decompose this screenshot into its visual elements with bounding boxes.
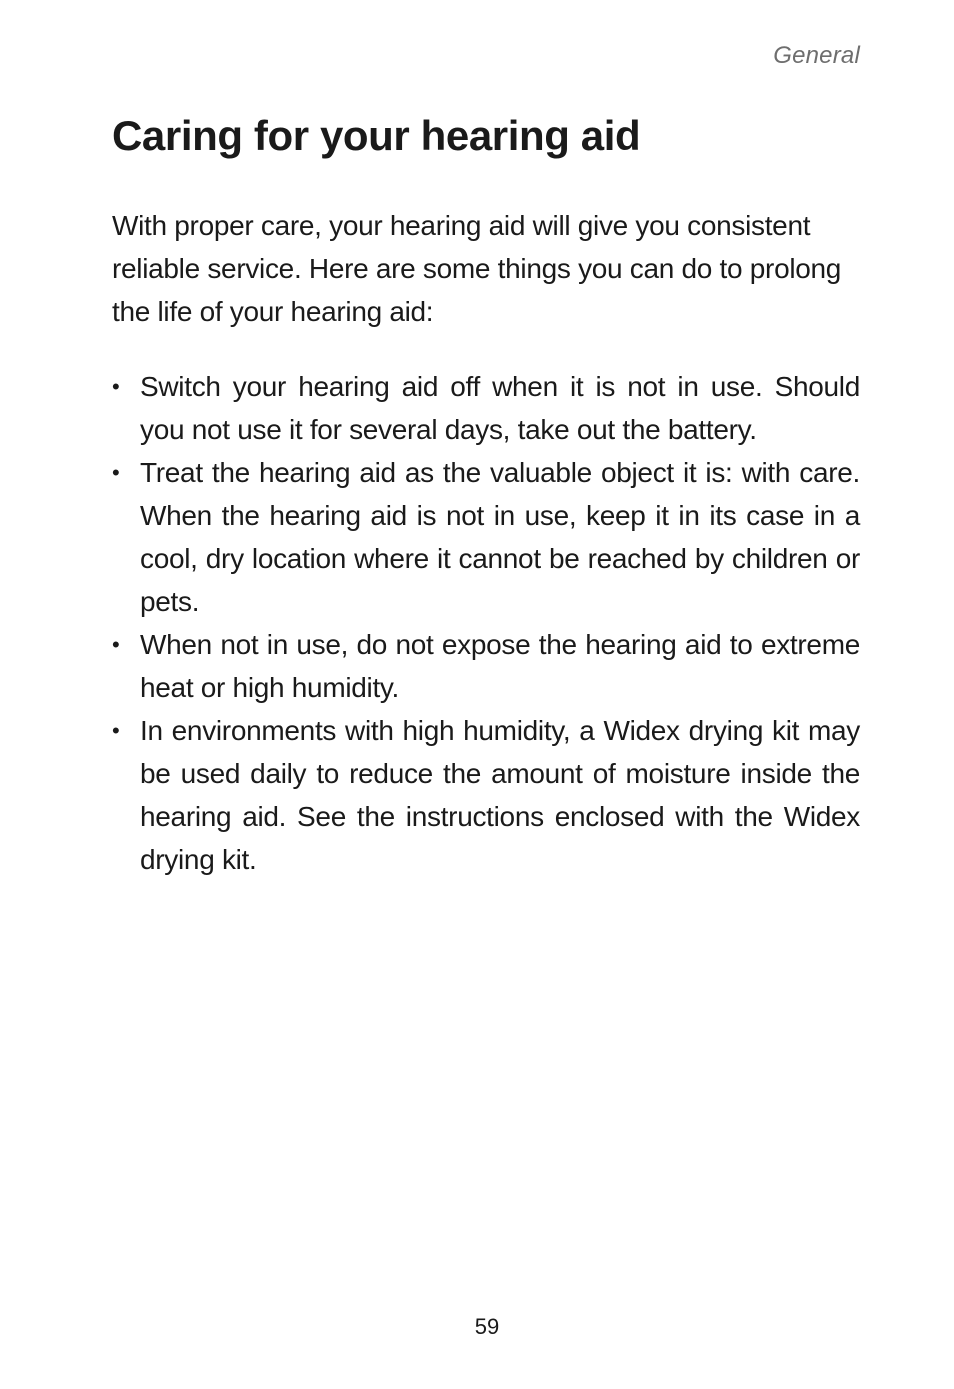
bullet-icon: • <box>112 718 120 743</box>
list-item-text: Switch your hearing aid off when it is not in use. Should you not use it for several days, take out the battery. <box>140 371 860 445</box>
bullet-icon: • <box>112 460 120 485</box>
bullet-icon: • <box>112 632 120 657</box>
running-header: General <box>773 42 860 69</box>
list-item <box>112 623 860 709</box>
intro-paragraph: With proper care, your hearing aid will give you consistent reliable service. Here are some things you can do to prolong the life of your hearing aid: <box>112 210 842 327</box>
page-title: Caring for your hearing aid <box>112 112 641 159</box>
bullet-icon: • <box>112 374 120 399</box>
list-item-text: Treat the hearing aid as the valuable object it is: with care. When the hearing aid is not in use, keep it in its case in a cool, dry location where it cannot be reached by children or pets. <box>140 457 860 617</box>
list-item <box>112 709 860 881</box>
list-item <box>112 451 860 623</box>
page-number: 59 <box>474 1314 500 1339</box>
list-item-text: In environments with high humidity, a Widex drying kit may be used daily to reduce the amount of moisture inside the hearing aid. See the instructions enclosed with the Widex drying kit. <box>140 715 860 875</box>
list-item-text: When not in use, do not expose the hearing aid to extreme heat or high humidity. <box>140 629 860 703</box>
list-item <box>112 365 860 451</box>
care-tips-list <box>112 365 860 881</box>
